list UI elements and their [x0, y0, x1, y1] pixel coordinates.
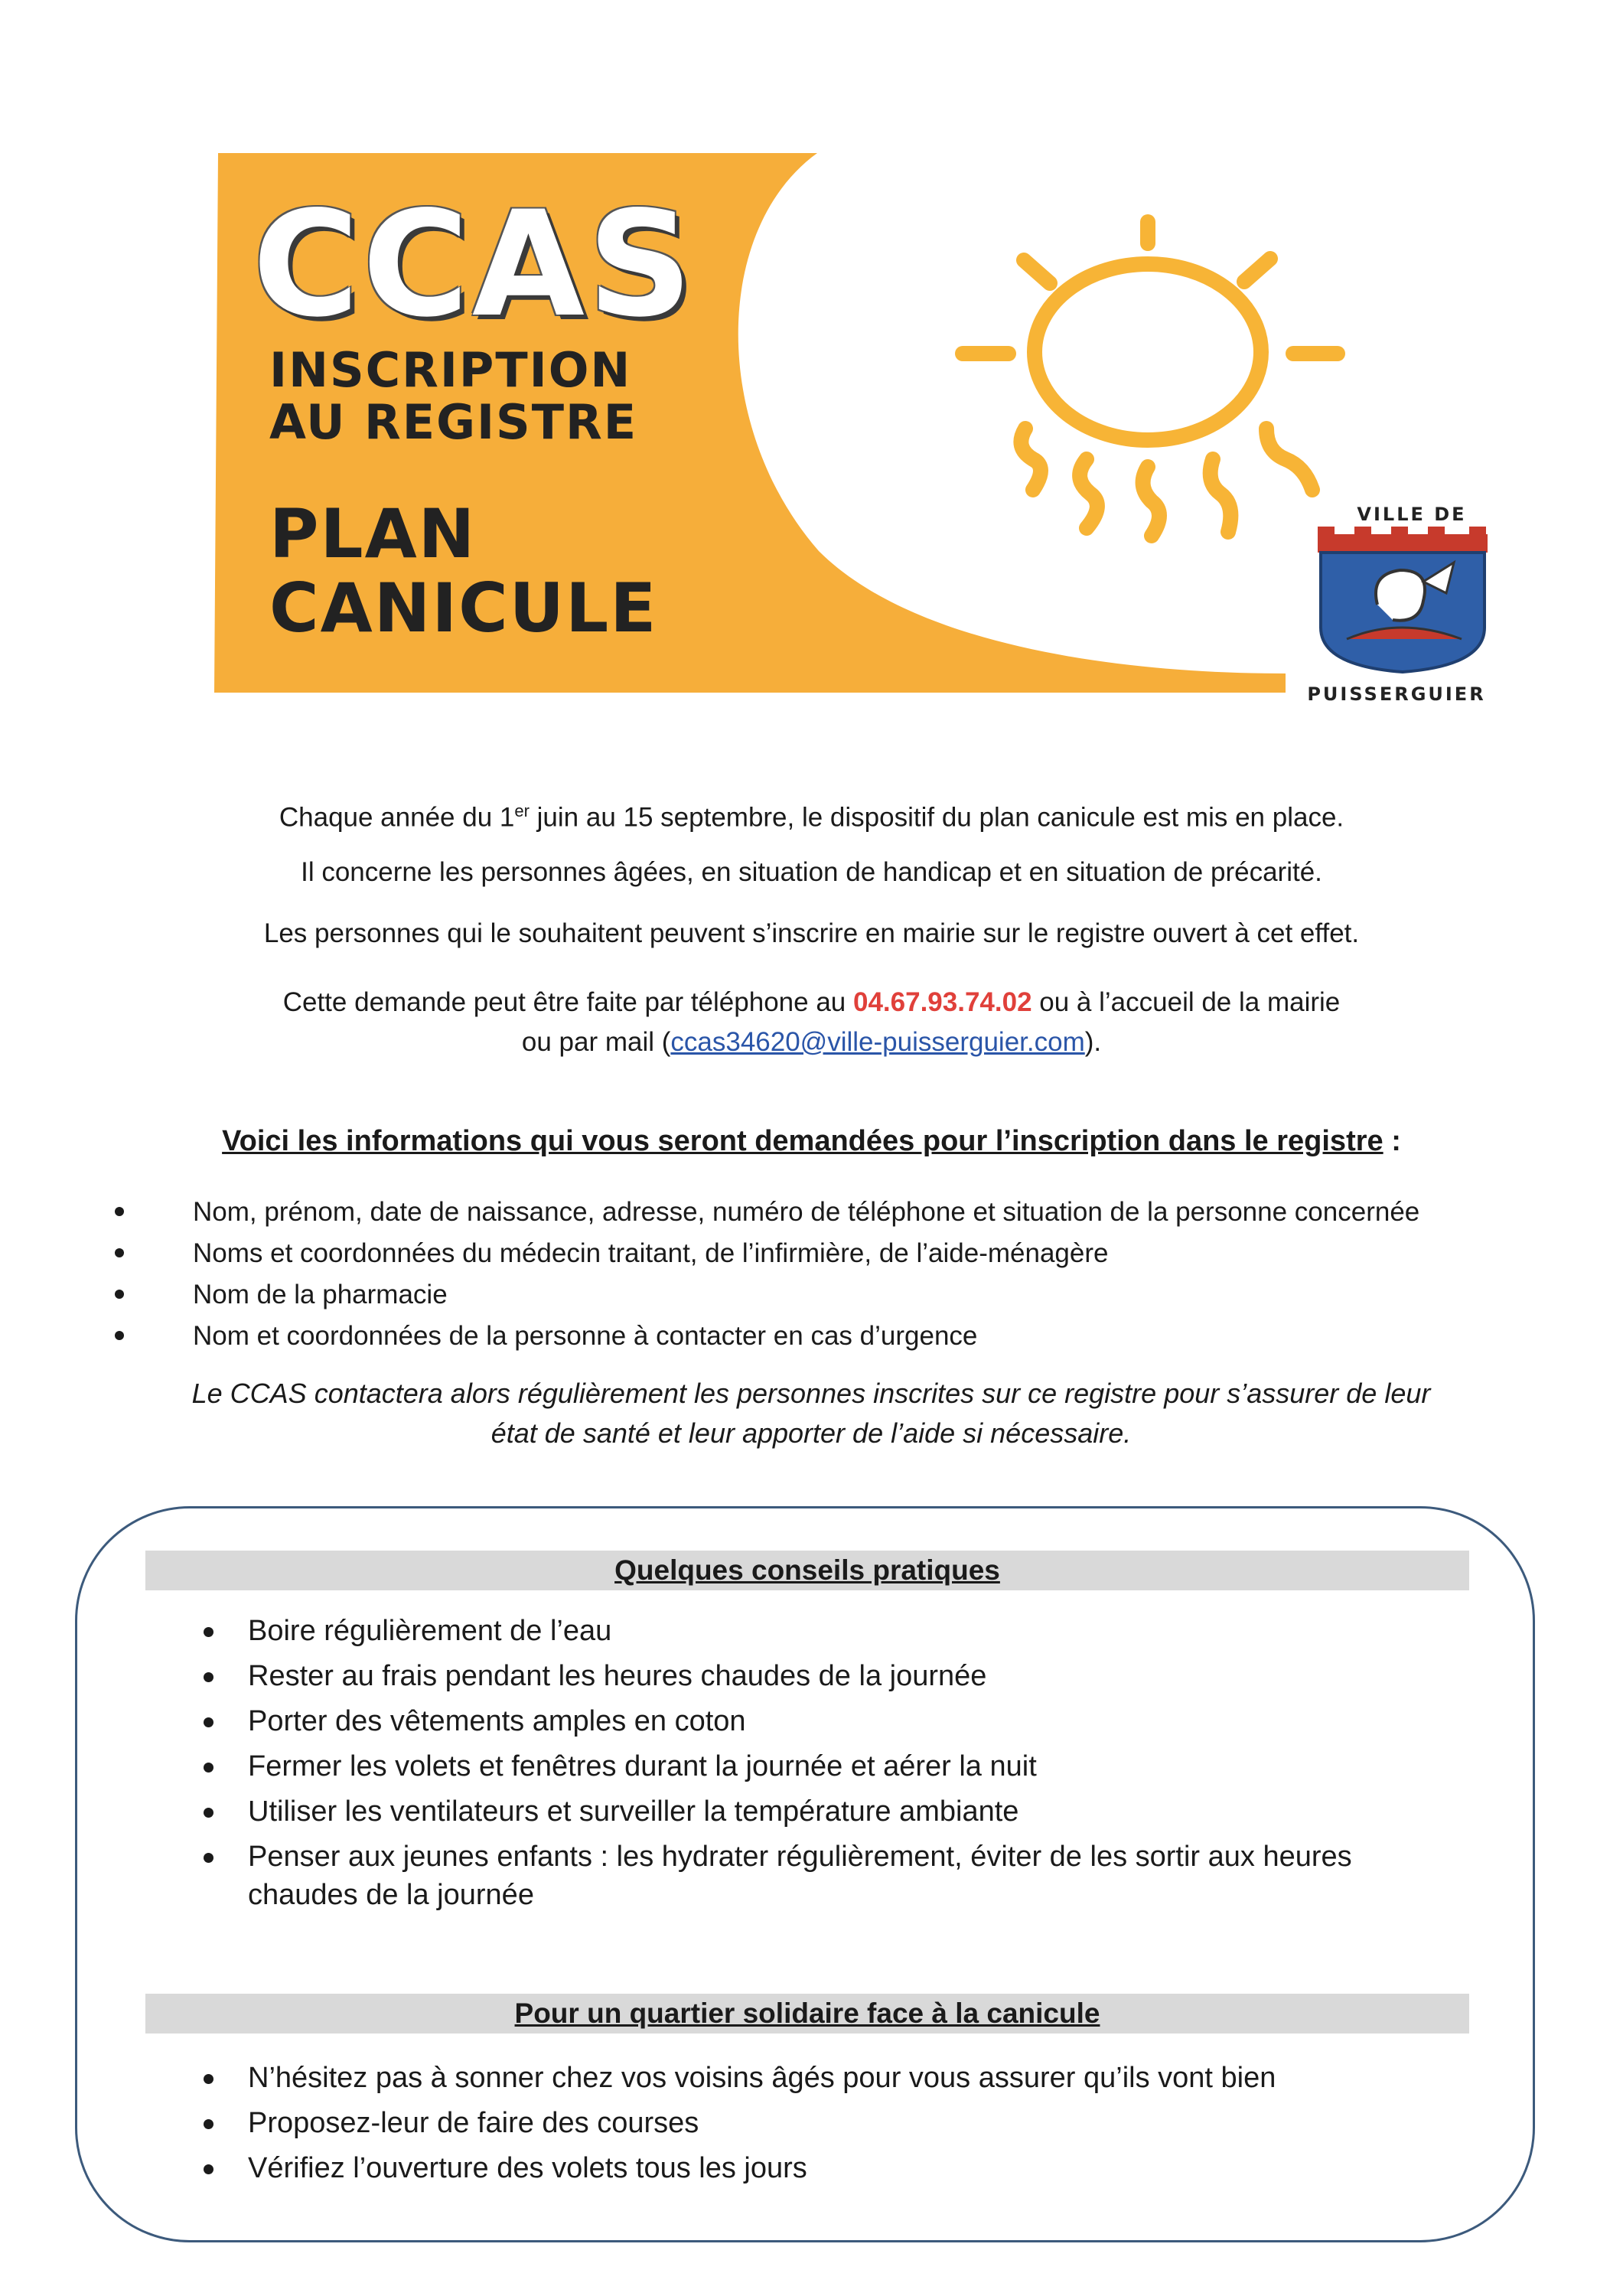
info-item-text: Nom et coordonnées de la personne à contacter en cas d’urgence: [193, 1321, 978, 1351]
solidaire-item-text: Vérifiez l’ouverture des volets tous les jours: [248, 2152, 807, 2184]
conseil-item-text: Utiliser les ventilateurs et surveiller la température ambiante: [248, 1795, 1019, 1828]
section-heading-conseils-text: Quelques conseils pratiques: [614, 1554, 1000, 1586]
intro-paragraph-register: Les personnes qui le souhaitent peuvent s’inscrire en mairie sur le registre ouvert à cet effet.: [263, 918, 1360, 948]
intro-p1-end: juin au 15 septembre, le dispositif du plan canicule est mis en place.: [529, 802, 1344, 833]
conseil-item-text: Boire régulièrement de l’eau: [248, 1615, 612, 1647]
info-list-item: [115, 1316, 1569, 1357]
info-heading-text: Voici les informations qui vous seront demandées pour l’inscription dans le registre: [222, 1125, 1383, 1157]
info-list: [115, 1192, 1569, 1357]
conseil-item-text: Rester au frais pendant les heures chaudes de la journée: [248, 1660, 987, 1692]
conseil-item-text: Porter des vêtements amples en coton: [248, 1705, 746, 1737]
bullet-icon: [204, 1808, 213, 1818]
info-item-text: Noms et coordonnées du médecin traitant, de l’infirmière, de l’aide-ménagère: [193, 1238, 1109, 1268]
bullet-icon: [204, 1763, 213, 1773]
coat-of-arms-icon: [1318, 527, 1488, 672]
banner-inscription-title: [269, 342, 638, 451]
bullet-icon: [204, 2164, 213, 2174]
info-item-text: Nom, prénom, date de naissance, adresse, numéro de téléphone et situation de la personne concernée: [193, 1197, 1420, 1227]
bullet-icon: [204, 1717, 213, 1727]
banner-plan-canicule-title: [269, 494, 658, 647]
bullet-icon: [115, 1331, 124, 1340]
conseil-item: [204, 1838, 1458, 1914]
solidaire-item-text: Proposez-leur de faire des courses: [248, 2107, 699, 2139]
info-list-item: [115, 1274, 1569, 1316]
intro-contact-end: ou à l’accueil de la mairie: [1031, 987, 1341, 1017]
bullet-icon: [204, 2074, 213, 2084]
info-item-text: Nom de la pharmacie: [193, 1280, 448, 1309]
intro-contact-start: Cette demande peut être faite par téléphone au: [282, 987, 853, 1017]
banner-line-canicule: CANICULE: [269, 568, 658, 647]
conseil-item: [204, 1747, 1458, 1786]
bullet-icon: [204, 1672, 213, 1682]
ccas-note-line2: état de santé et leur apporter de l’aide si nécessaire.: [490, 1417, 1132, 1449]
conseil-item: [204, 1792, 1458, 1831]
conseil-item: [204, 1612, 1458, 1650]
phone-number[interactable]: 04.67.93.74.02: [852, 987, 1032, 1017]
email-link[interactable]: ccas34620@ville-puisserguier.com: [670, 1027, 1085, 1057]
solidaire-list: [204, 2059, 1458, 2194]
bullet-icon: [204, 1853, 213, 1863]
banner-line-inscription: INSCRIPTION: [269, 342, 632, 398]
intro-mail-start: ou par mail (: [521, 1027, 671, 1057]
intro-paragraph-dates: [0, 792, 1623, 837]
info-list-item: [115, 1192, 1569, 1233]
info-list-item: [115, 1233, 1569, 1274]
banner-ccas-title: CCAS: [253, 180, 696, 349]
solidaire-item-text: N’hésitez pas à sonner chez vos voisins âgés pour vous assurer qu’ils vont bien: [248, 2062, 1276, 2094]
bullet-icon: [115, 1290, 124, 1299]
intro-paragraph-contact: [0, 983, 1623, 1022]
intro-mail-end: ).: [1084, 1027, 1102, 1057]
town-label-name: PUISSERGUIER: [1307, 683, 1486, 705]
header-banner: [0, 0, 1623, 735]
section-heading-conseils: [145, 1551, 1469, 1590]
solidaire-item: [204, 2104, 1458, 2142]
conseil-item-text: Fermer les volets et fenêtres durant la journée et aérer la nuit: [248, 1750, 1037, 1782]
ccas-note: [115, 1374, 1507, 1453]
bullet-icon: [204, 2119, 213, 2129]
ccas-note-line1: Le CCAS contactera alors régulièrement les personnes inscrites sur ce registre pour s’assurer de leur: [191, 1378, 1431, 1409]
banner-line-plan: PLAN: [269, 494, 477, 573]
bullet-icon: [115, 1248, 124, 1257]
conseils-list: [204, 1612, 1458, 1921]
solidaire-item: [204, 2059, 1458, 2097]
section-heading-solidaire-text: Pour un quartier solidaire face à la canicule: [514, 1998, 1100, 2029]
intro-p1-start: Chaque année du 1: [279, 802, 515, 833]
conseil-item-text: Penser aux jeunes enfants : les hydrater régulièrement, éviter de les sortir aux heures chaudes de la journée: [248, 1841, 1352, 1911]
section-heading-solidaire: [145, 1994, 1469, 2033]
intro-p1-superscript: er: [514, 801, 530, 820]
conseil-item: [204, 1657, 1458, 1695]
conseil-item: [204, 1702, 1458, 1740]
intro-paragraph-concerned: Il concerne les personnes âgées, en situation de handicap et en situation de précarité.: [301, 857, 1322, 887]
town-label-top: VILLE DE: [1357, 504, 1467, 525]
banner-line-registre: AU REGISTRE: [269, 394, 638, 451]
bullet-icon: [115, 1207, 124, 1216]
info-heading: [0, 1125, 1623, 1158]
bullet-icon: [204, 1627, 213, 1637]
sun-icon: [963, 222, 1338, 536]
intro-paragraph-mail: [0, 1023, 1623, 1062]
info-heading-colon: :: [1383, 1125, 1401, 1157]
solidaire-item: [204, 2149, 1458, 2187]
